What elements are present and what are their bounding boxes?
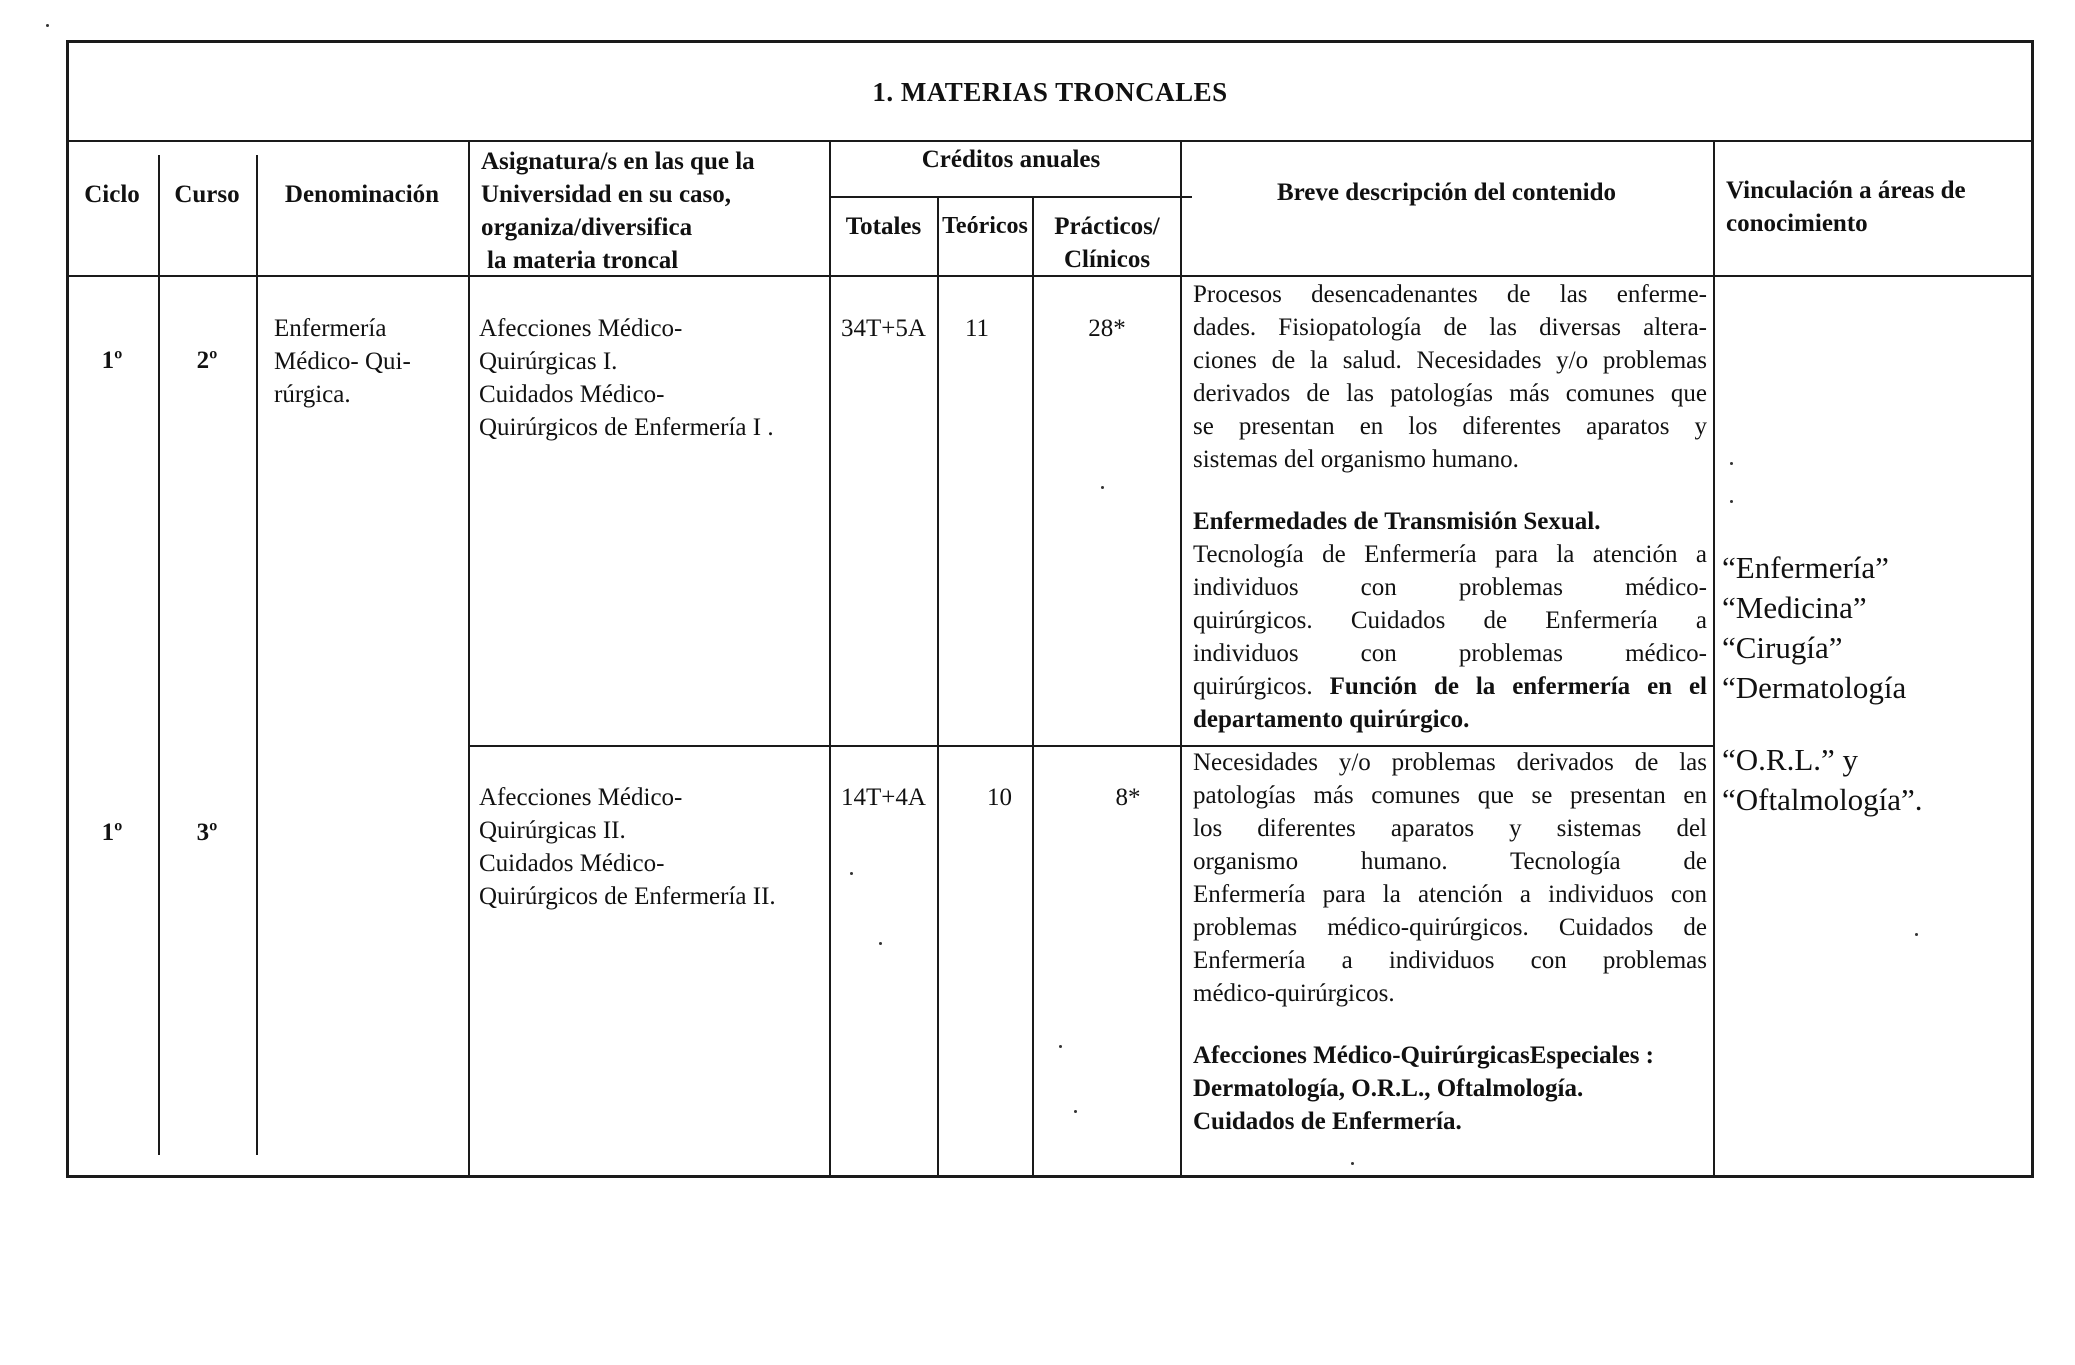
row2-practicos: 8* bbox=[1115, 784, 1141, 811]
row1-teoricos: 11 bbox=[964, 315, 990, 342]
header-totales: Totales bbox=[845, 213, 922, 240]
row2-teoricos: 10 bbox=[987, 784, 1012, 811]
header-asignatura: Asignatura/s en las que la Universidad en su caso, organiza/diversifica la materia troncal bbox=[481, 148, 755, 274]
row1-ciclo: 1º bbox=[101, 347, 123, 374]
row1-asignatura: Afecciones Médico- Quirúrgicas I. Cuidados Médico- Quirúrgicos de Enfermería I . bbox=[479, 315, 774, 441]
header-vinculacion: Vinculación a áreas de conocimiento bbox=[1726, 177, 1966, 237]
table-title: 1. MATERIAS TRONCALES bbox=[872, 77, 1228, 107]
row1-curso: 2º bbox=[196, 347, 218, 374]
col-line-vinculacion bbox=[1713, 140, 1715, 1178]
scan-speck bbox=[1730, 462, 1733, 465]
col-line-asignatura bbox=[468, 140, 470, 1178]
denominacion: Enfermería Médico- Qui- rúrgica. bbox=[274, 315, 411, 408]
header-descripcion: Breve descripción del contenido bbox=[1276, 179, 1617, 206]
credits-subheader-line bbox=[830, 196, 1192, 198]
scan-speck bbox=[1059, 1045, 1062, 1048]
scan-speck bbox=[1915, 933, 1918, 936]
col-line-totales bbox=[829, 140, 831, 1178]
scan-speck bbox=[879, 942, 882, 945]
header-denominacion: Denominación bbox=[284, 181, 440, 208]
vinculacion-areas: “Enfermería” “Medicina” “Cirugía” “Dermatología “O.R.L.” y “Oftalmología”. bbox=[1722, 550, 1923, 817]
col-line-descripcion bbox=[1180, 140, 1182, 1178]
row2-descripcion: Necesidades y/o problemas derivados de las patologías más comunes que se presentan en los diferentes aparatos y sistemas del organismo humano. Tecnología de Enfermería para la atención a individuos con problemas médico-quirúrgicos. Cuidados de Enfermería a individuos con problemas médico-quirúrgicos. Afecciones Médico-QuirúrgicasEspeciales : Dermatología, O.R.L., Oftalmología. Cuidados de Enfermería. bbox=[1193, 749, 1707, 1135]
header-creditos: Créditos anuales bbox=[921, 146, 1101, 173]
row2-asignatura: Afecciones Médico- Quirúrgicas II. Cuidados Médico- Quirúrgicos de Enfermería II. bbox=[479, 784, 776, 910]
col-line-denominacion bbox=[256, 155, 258, 1155]
header-divider bbox=[66, 140, 2034, 142]
scan-speck bbox=[1101, 486, 1104, 489]
header-curso: Curso bbox=[174, 181, 240, 208]
col-line-curso bbox=[158, 155, 160, 1155]
row2-ciclo: 1º bbox=[101, 819, 123, 846]
header-teoricos: Teóricos bbox=[942, 213, 1028, 239]
scan-speck bbox=[1730, 500, 1733, 503]
row1-practicos: 28* bbox=[1088, 315, 1126, 342]
header-practicos: Prácticos/ Clínicos bbox=[1054, 213, 1160, 273]
row2-totales: 14T+4A bbox=[841, 784, 926, 811]
row1-totales: 34T+5A bbox=[841, 315, 926, 342]
scan-speck bbox=[850, 872, 853, 875]
scan-speck bbox=[46, 24, 49, 27]
row2-curso: 3º bbox=[196, 819, 218, 846]
scan-speck bbox=[1074, 1110, 1077, 1113]
scan-speck bbox=[1351, 1162, 1354, 1165]
row1-descripcion: Procesos desencadenantes de las enferme- dades. Fisiopatología de las diversas altera- ciones de la salud. Necesidades y/o problemas derivados de las patologías más comunes que se presentan en los diferentes aparatos y sistemas del organismo humano. Enfermedades de Transmisión Sexual. Tecnología de Enfermería para la atención a individuos con problemas médico- quirúrgicos. Cuidados de Enfermería a individuos con problemas médico- quirúrgicos. Función de la enfermería en el departamento quirúrgico. bbox=[1193, 281, 1707, 733]
header-ciclo: Ciclo bbox=[84, 181, 140, 208]
